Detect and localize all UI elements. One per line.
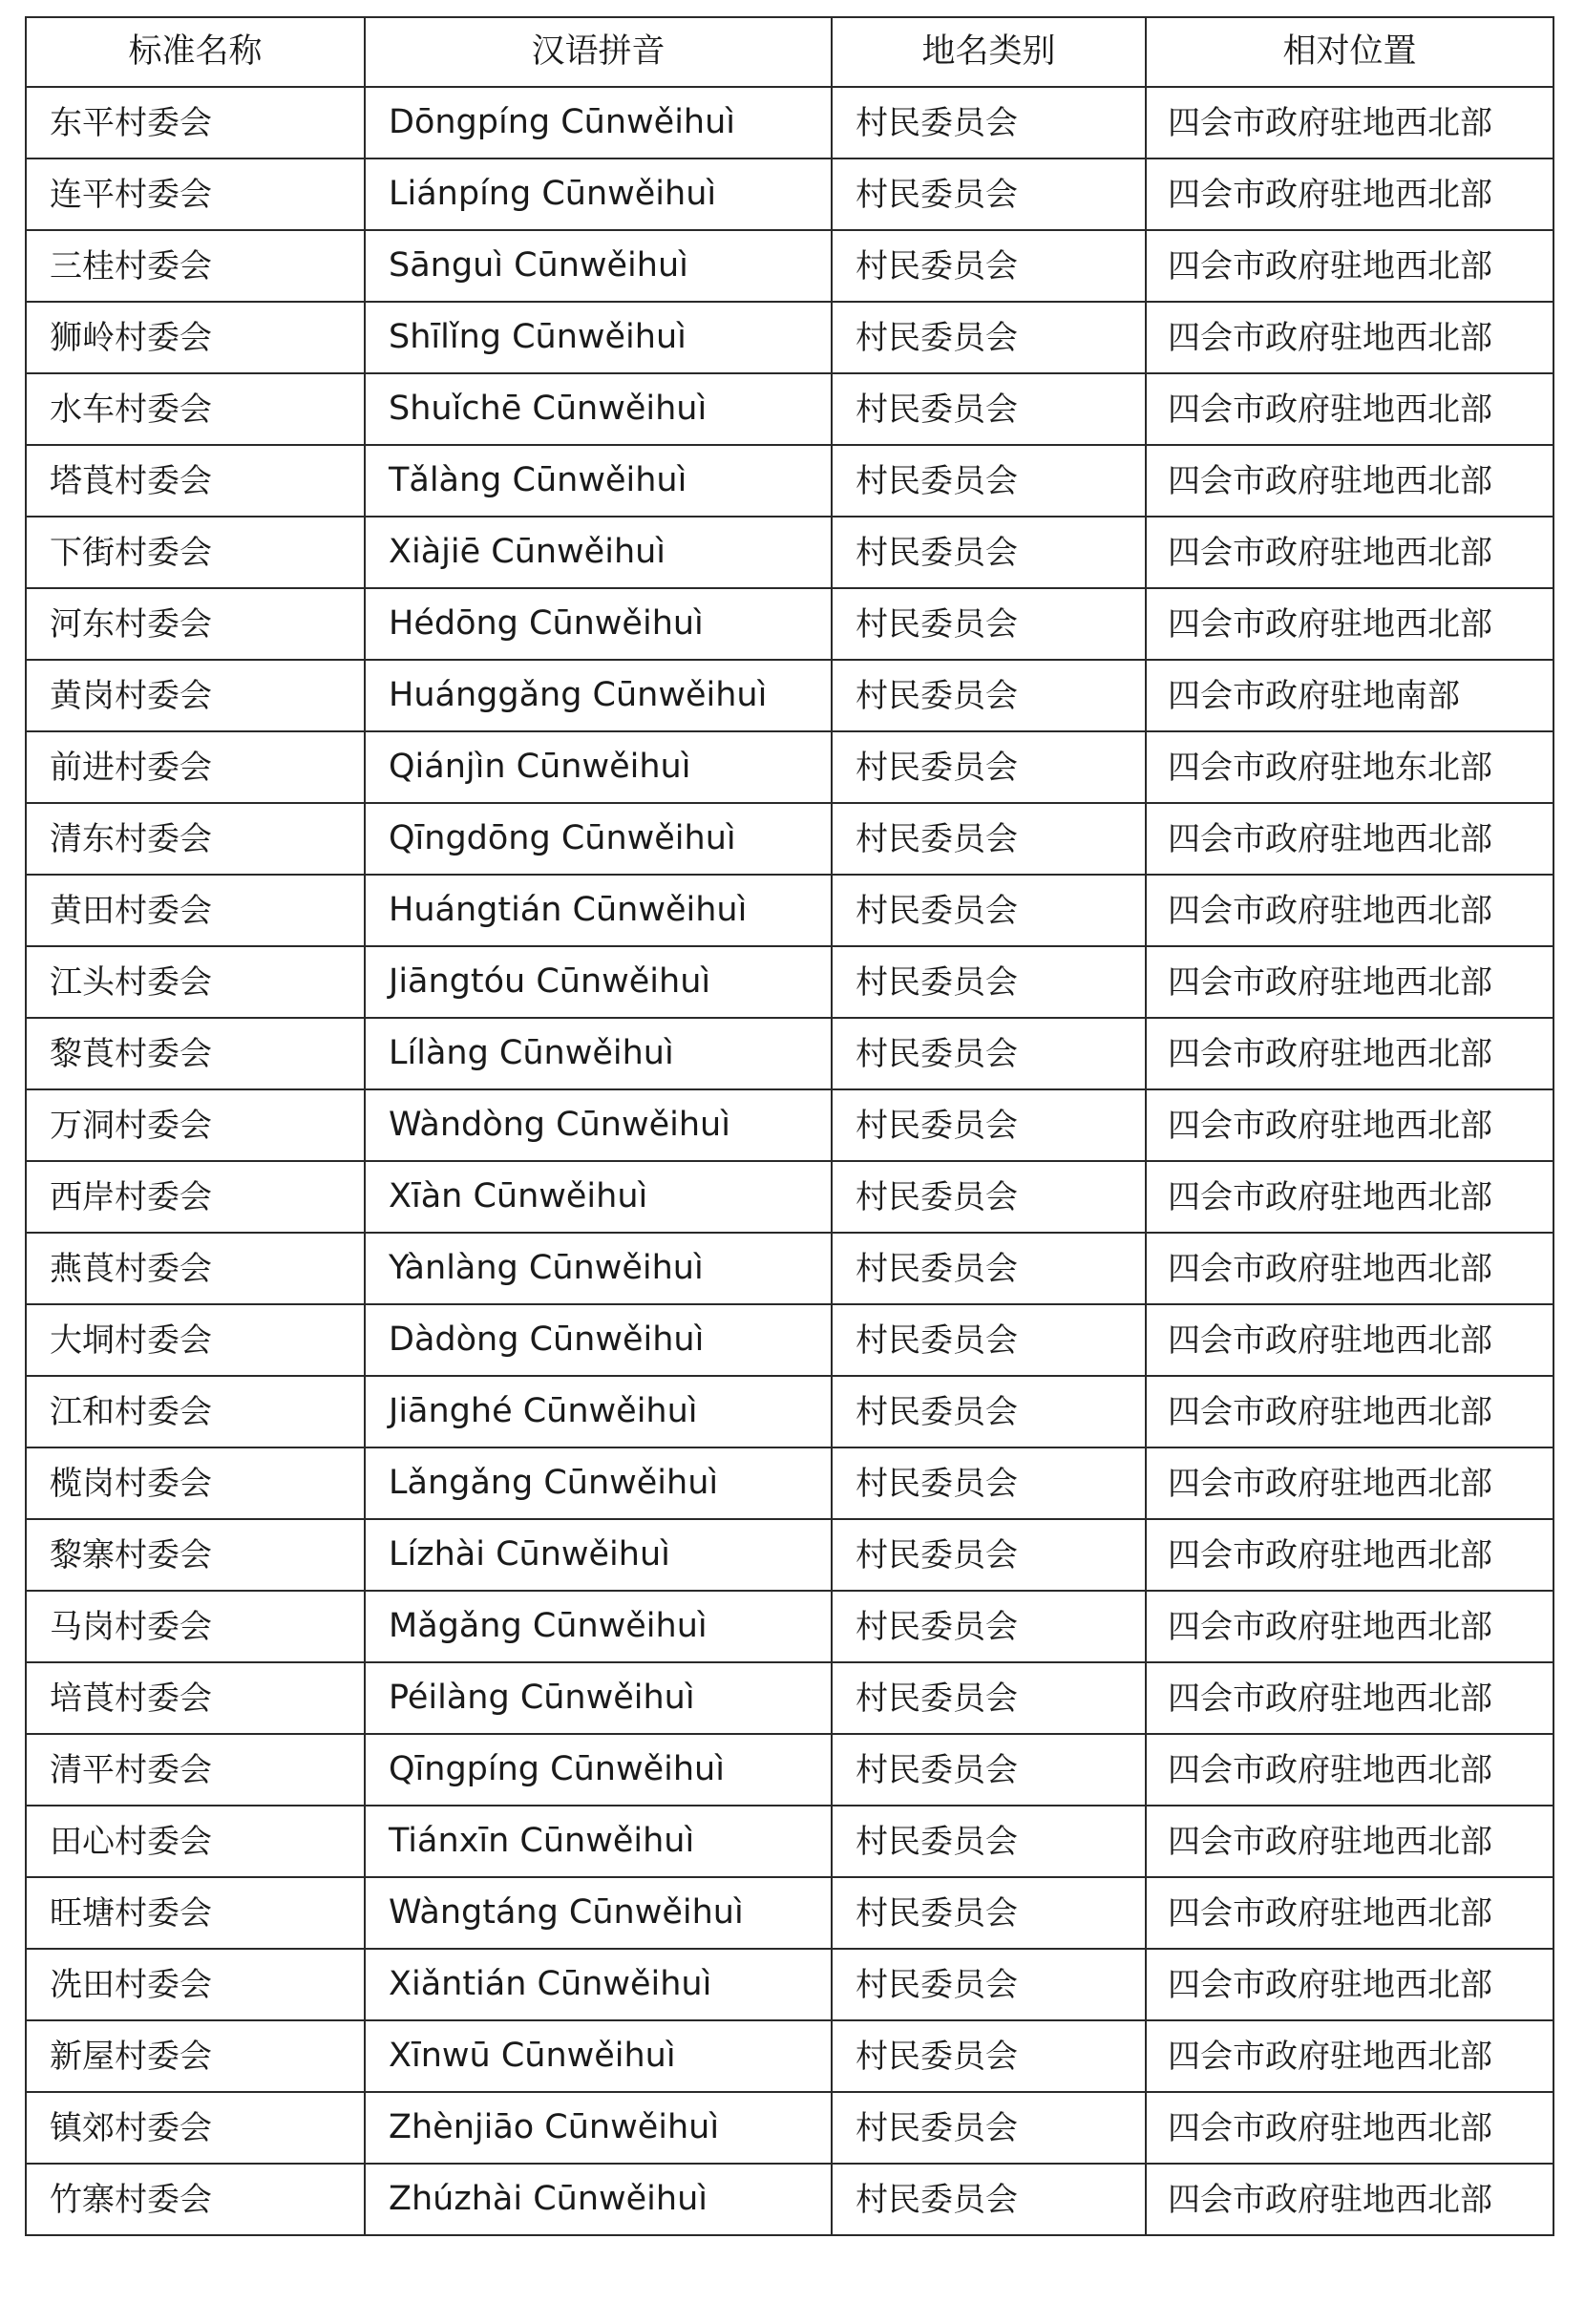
cell-relative-location: 四会市政府驻地南部 bbox=[1146, 660, 1553, 731]
cell-category: 村民委员会 bbox=[832, 1806, 1146, 1877]
cell-standard-name: 榄岗村委会 bbox=[26, 1447, 365, 1519]
cell-standard-name: 竹寨村委会 bbox=[26, 2164, 365, 2235]
cell-category: 村民委员会 bbox=[832, 731, 1146, 803]
cell-pinyin: Péilàng Cūnwěihuì bbox=[365, 1662, 832, 1734]
table-row bbox=[26, 1161, 1553, 1233]
cell-relative-location: 四会市政府驻地西北部 bbox=[1146, 875, 1553, 946]
cell-relative-location: 四会市政府驻地西北部 bbox=[1146, 87, 1553, 158]
cell-category: 村民委员会 bbox=[832, 1447, 1146, 1519]
cell-relative-location: 四会市政府驻地西北部 bbox=[1146, 1447, 1553, 1519]
cell-category: 村民委员会 bbox=[832, 1519, 1146, 1591]
table-row bbox=[26, 373, 1553, 445]
cell-relative-location: 四会市政府驻地西北部 bbox=[1146, 1734, 1553, 1806]
cell-category: 村民委员会 bbox=[832, 1304, 1146, 1376]
cell-category: 村民委员会 bbox=[832, 875, 1146, 946]
cell-category: 村民委员会 bbox=[832, 588, 1146, 660]
table-row bbox=[26, 1949, 1553, 2020]
table-row bbox=[26, 946, 1553, 1018]
cell-pinyin: Dōngpíng Cūnwěihuì bbox=[365, 87, 832, 158]
table-row bbox=[26, 517, 1553, 588]
cell-standard-name: 新屋村委会 bbox=[26, 2020, 365, 2092]
cell-pinyin: Jiāngtóu Cūnwěihuì bbox=[365, 946, 832, 1018]
cell-pinyin: Shuǐchē Cūnwěihuì bbox=[365, 373, 832, 445]
table-row bbox=[26, 875, 1553, 946]
cell-relative-location: 四会市政府驻地西北部 bbox=[1146, 2020, 1553, 2092]
header-category: 地名类别 bbox=[832, 17, 1146, 87]
cell-standard-name: 下街村委会 bbox=[26, 517, 365, 588]
cell-relative-location: 四会市政府驻地西北部 bbox=[1146, 302, 1553, 373]
cell-standard-name: 大垌村委会 bbox=[26, 1304, 365, 1376]
cell-relative-location: 四会市政府驻地西北部 bbox=[1146, 1662, 1553, 1734]
cell-category: 村民委员会 bbox=[832, 803, 1146, 875]
cell-pinyin: Shīlǐng Cūnwěihuì bbox=[365, 302, 832, 373]
table-row bbox=[26, 803, 1553, 875]
cell-pinyin: Qīngdōng Cūnwěihuì bbox=[365, 803, 832, 875]
cell-pinyin: Lǎngǎng Cūnwěihuì bbox=[365, 1447, 832, 1519]
cell-relative-location: 四会市政府驻地西北部 bbox=[1146, 1376, 1553, 1447]
cell-relative-location: 四会市政府驻地东北部 bbox=[1146, 731, 1553, 803]
cell-category: 村民委员会 bbox=[832, 946, 1146, 1018]
table-row bbox=[26, 588, 1553, 660]
table-row bbox=[26, 1591, 1553, 1662]
cell-standard-name: 三桂村委会 bbox=[26, 230, 365, 302]
cell-category: 村民委员会 bbox=[832, 1877, 1146, 1949]
cell-standard-name: 狮岭村委会 bbox=[26, 302, 365, 373]
table-row bbox=[26, 1018, 1553, 1089]
cell-pinyin: Qiánjìn Cūnwěihuì bbox=[365, 731, 832, 803]
cell-standard-name: 东平村委会 bbox=[26, 87, 365, 158]
cell-standard-name: 田心村委会 bbox=[26, 1806, 365, 1877]
table-row bbox=[26, 2164, 1553, 2235]
table-row bbox=[26, 731, 1553, 803]
cell-pinyin: Xiàjiē Cūnwěihuì bbox=[365, 517, 832, 588]
cell-standard-name: 马岗村委会 bbox=[26, 1591, 365, 1662]
cell-category: 村民委员会 bbox=[832, 1376, 1146, 1447]
cell-relative-location: 四会市政府驻地西北部 bbox=[1146, 1949, 1553, 2020]
cell-pinyin: Tǎlàng Cūnwěihuì bbox=[365, 445, 832, 517]
table-row bbox=[26, 445, 1553, 517]
cell-pinyin: Qīngpíng Cūnwěihuì bbox=[365, 1734, 832, 1806]
cell-category: 村民委员会 bbox=[832, 1662, 1146, 1734]
cell-standard-name: 水车村委会 bbox=[26, 373, 365, 445]
table-row bbox=[26, 158, 1553, 230]
table-row bbox=[26, 302, 1553, 373]
cell-pinyin: Tiánxīn Cūnwěihuì bbox=[365, 1806, 832, 1877]
cell-standard-name: 清平村委会 bbox=[26, 1734, 365, 1806]
cell-pinyin: Jiānghé Cūnwěihuì bbox=[365, 1376, 832, 1447]
cell-standard-name: 镇郊村委会 bbox=[26, 2092, 365, 2164]
cell-category: 村民委员会 bbox=[832, 158, 1146, 230]
table-row bbox=[26, 660, 1553, 731]
cell-standard-name: 冼田村委会 bbox=[26, 1949, 365, 2020]
cell-standard-name: 培莨村委会 bbox=[26, 1662, 365, 1734]
cell-category: 村民委员会 bbox=[832, 2020, 1146, 2092]
cell-category: 村民委员会 bbox=[832, 1591, 1146, 1662]
cell-relative-location: 四会市政府驻地西北部 bbox=[1146, 1161, 1553, 1233]
cell-standard-name: 黎莨村委会 bbox=[26, 1018, 365, 1089]
cell-relative-location: 四会市政府驻地西北部 bbox=[1146, 1018, 1553, 1089]
cell-pinyin: Yànlàng Cūnwěihuì bbox=[365, 1233, 832, 1304]
cell-standard-name: 黄岗村委会 bbox=[26, 660, 365, 731]
table-row bbox=[26, 1662, 1553, 1734]
cell-category: 村民委员会 bbox=[832, 1734, 1146, 1806]
cell-relative-location: 四会市政府驻地西北部 bbox=[1146, 1877, 1553, 1949]
table-row bbox=[26, 230, 1553, 302]
cell-standard-name: 黄田村委会 bbox=[26, 875, 365, 946]
cell-relative-location: 四会市政府驻地西北部 bbox=[1146, 803, 1553, 875]
cell-category: 村民委员会 bbox=[832, 87, 1146, 158]
cell-relative-location: 四会市政府驻地西北部 bbox=[1146, 1806, 1553, 1877]
cell-relative-location: 四会市政府驻地西北部 bbox=[1146, 158, 1553, 230]
cell-standard-name: 江和村委会 bbox=[26, 1376, 365, 1447]
cell-category: 村民委员会 bbox=[832, 1161, 1146, 1233]
cell-category: 村民委员会 bbox=[832, 302, 1146, 373]
cell-relative-location: 四会市政府驻地西北部 bbox=[1146, 1089, 1553, 1161]
header-standard-name: 标准名称 bbox=[26, 17, 365, 87]
cell-category: 村民委员会 bbox=[832, 517, 1146, 588]
cell-pinyin: Wàndòng Cūnwěihuì bbox=[365, 1089, 832, 1161]
cell-pinyin: Mǎgǎng Cūnwěihuì bbox=[365, 1591, 832, 1662]
cell-relative-location: 四会市政府驻地西北部 bbox=[1146, 373, 1553, 445]
cell-category: 村民委员会 bbox=[832, 1233, 1146, 1304]
cell-standard-name: 前进村委会 bbox=[26, 731, 365, 803]
cell-standard-name: 塔莨村委会 bbox=[26, 445, 365, 517]
cell-standard-name: 江头村委会 bbox=[26, 946, 365, 1018]
cell-relative-location: 四会市政府驻地西北部 bbox=[1146, 588, 1553, 660]
table-row bbox=[26, 1376, 1553, 1447]
cell-pinyin: Zhènjiāo Cūnwěihuì bbox=[365, 2092, 832, 2164]
cell-relative-location: 四会市政府驻地西北部 bbox=[1146, 1519, 1553, 1591]
cell-category: 村民委员会 bbox=[832, 660, 1146, 731]
cell-relative-location: 四会市政府驻地西北部 bbox=[1146, 230, 1553, 302]
cell-category: 村民委员会 bbox=[832, 1018, 1146, 1089]
cell-category: 村民委员会 bbox=[832, 1949, 1146, 2020]
header-pinyin: 汉语拼音 bbox=[365, 17, 832, 87]
cell-pinyin: Lílàng Cūnwěihuì bbox=[365, 1018, 832, 1089]
table-row bbox=[26, 1734, 1553, 1806]
cell-standard-name: 河东村委会 bbox=[26, 588, 365, 660]
cell-relative-location: 四会市政府驻地西北部 bbox=[1146, 1591, 1553, 1662]
cell-relative-location: 四会市政府驻地西北部 bbox=[1146, 1233, 1553, 1304]
table-row bbox=[26, 1233, 1553, 1304]
cell-standard-name: 万洞村委会 bbox=[26, 1089, 365, 1161]
cell-pinyin: Zhúzhài Cūnwěihuì bbox=[365, 2164, 832, 2235]
cell-relative-location: 四会市政府驻地西北部 bbox=[1146, 1304, 1553, 1376]
table-row bbox=[26, 87, 1553, 158]
cell-relative-location: 四会市政府驻地西北部 bbox=[1146, 946, 1553, 1018]
cell-pinyin: Xiǎntián Cūnwěihuì bbox=[365, 1949, 832, 2020]
table-row bbox=[26, 2020, 1553, 2092]
cell-category: 村民委员会 bbox=[832, 373, 1146, 445]
cell-category: 村民委员会 bbox=[832, 1089, 1146, 1161]
header-relative-location: 相对位置 bbox=[1146, 17, 1553, 87]
table-row bbox=[26, 1304, 1553, 1376]
cell-pinyin: Lízhài Cūnwěihuì bbox=[365, 1519, 832, 1591]
cell-category: 村民委员会 bbox=[832, 445, 1146, 517]
cell-pinyin: Liánpíng Cūnwěihuì bbox=[365, 158, 832, 230]
cell-relative-location: 四会市政府驻地西北部 bbox=[1146, 445, 1553, 517]
cell-standard-name: 西岸村委会 bbox=[26, 1161, 365, 1233]
cell-pinyin: Sānguì Cūnwěihuì bbox=[365, 230, 832, 302]
table-row bbox=[26, 1089, 1553, 1161]
cell-relative-location: 四会市政府驻地西北部 bbox=[1146, 517, 1553, 588]
table-row bbox=[26, 2092, 1553, 2164]
table-row bbox=[26, 1806, 1553, 1877]
cell-pinyin: Xīnwū Cūnwěihuì bbox=[365, 2020, 832, 2092]
table-header-row bbox=[26, 17, 1553, 87]
cell-pinyin: Dàdòng Cūnwěihuì bbox=[365, 1304, 832, 1376]
cell-pinyin: Wàngtáng Cūnwěihuì bbox=[365, 1877, 832, 1949]
cell-pinyin: Huánggǎng Cūnwěihuì bbox=[365, 660, 832, 731]
cell-standard-name: 清东村委会 bbox=[26, 803, 365, 875]
cell-category: 村民委员会 bbox=[832, 230, 1146, 302]
cell-standard-name: 旺塘村委会 bbox=[26, 1877, 365, 1949]
cell-category: 村民委员会 bbox=[832, 2092, 1146, 2164]
cell-standard-name: 燕莨村委会 bbox=[26, 1233, 365, 1304]
cell-pinyin: Xīàn Cūnwěihuì bbox=[365, 1161, 832, 1233]
cell-standard-name: 黎寨村委会 bbox=[26, 1519, 365, 1591]
cell-standard-name: 连平村委会 bbox=[26, 158, 365, 230]
cell-relative-location: 四会市政府驻地西北部 bbox=[1146, 2164, 1553, 2235]
cell-category: 村民委员会 bbox=[832, 2164, 1146, 2235]
cell-pinyin: Hédōng Cūnwěihuì bbox=[365, 588, 832, 660]
cell-relative-location: 四会市政府驻地西北部 bbox=[1146, 2092, 1553, 2164]
cell-pinyin: Huángtián Cūnwěihuì bbox=[365, 875, 832, 946]
table-row bbox=[26, 1447, 1553, 1519]
table-row bbox=[26, 1877, 1553, 1949]
place-name-table bbox=[25, 16, 1554, 2236]
table-row bbox=[26, 1519, 1553, 1591]
